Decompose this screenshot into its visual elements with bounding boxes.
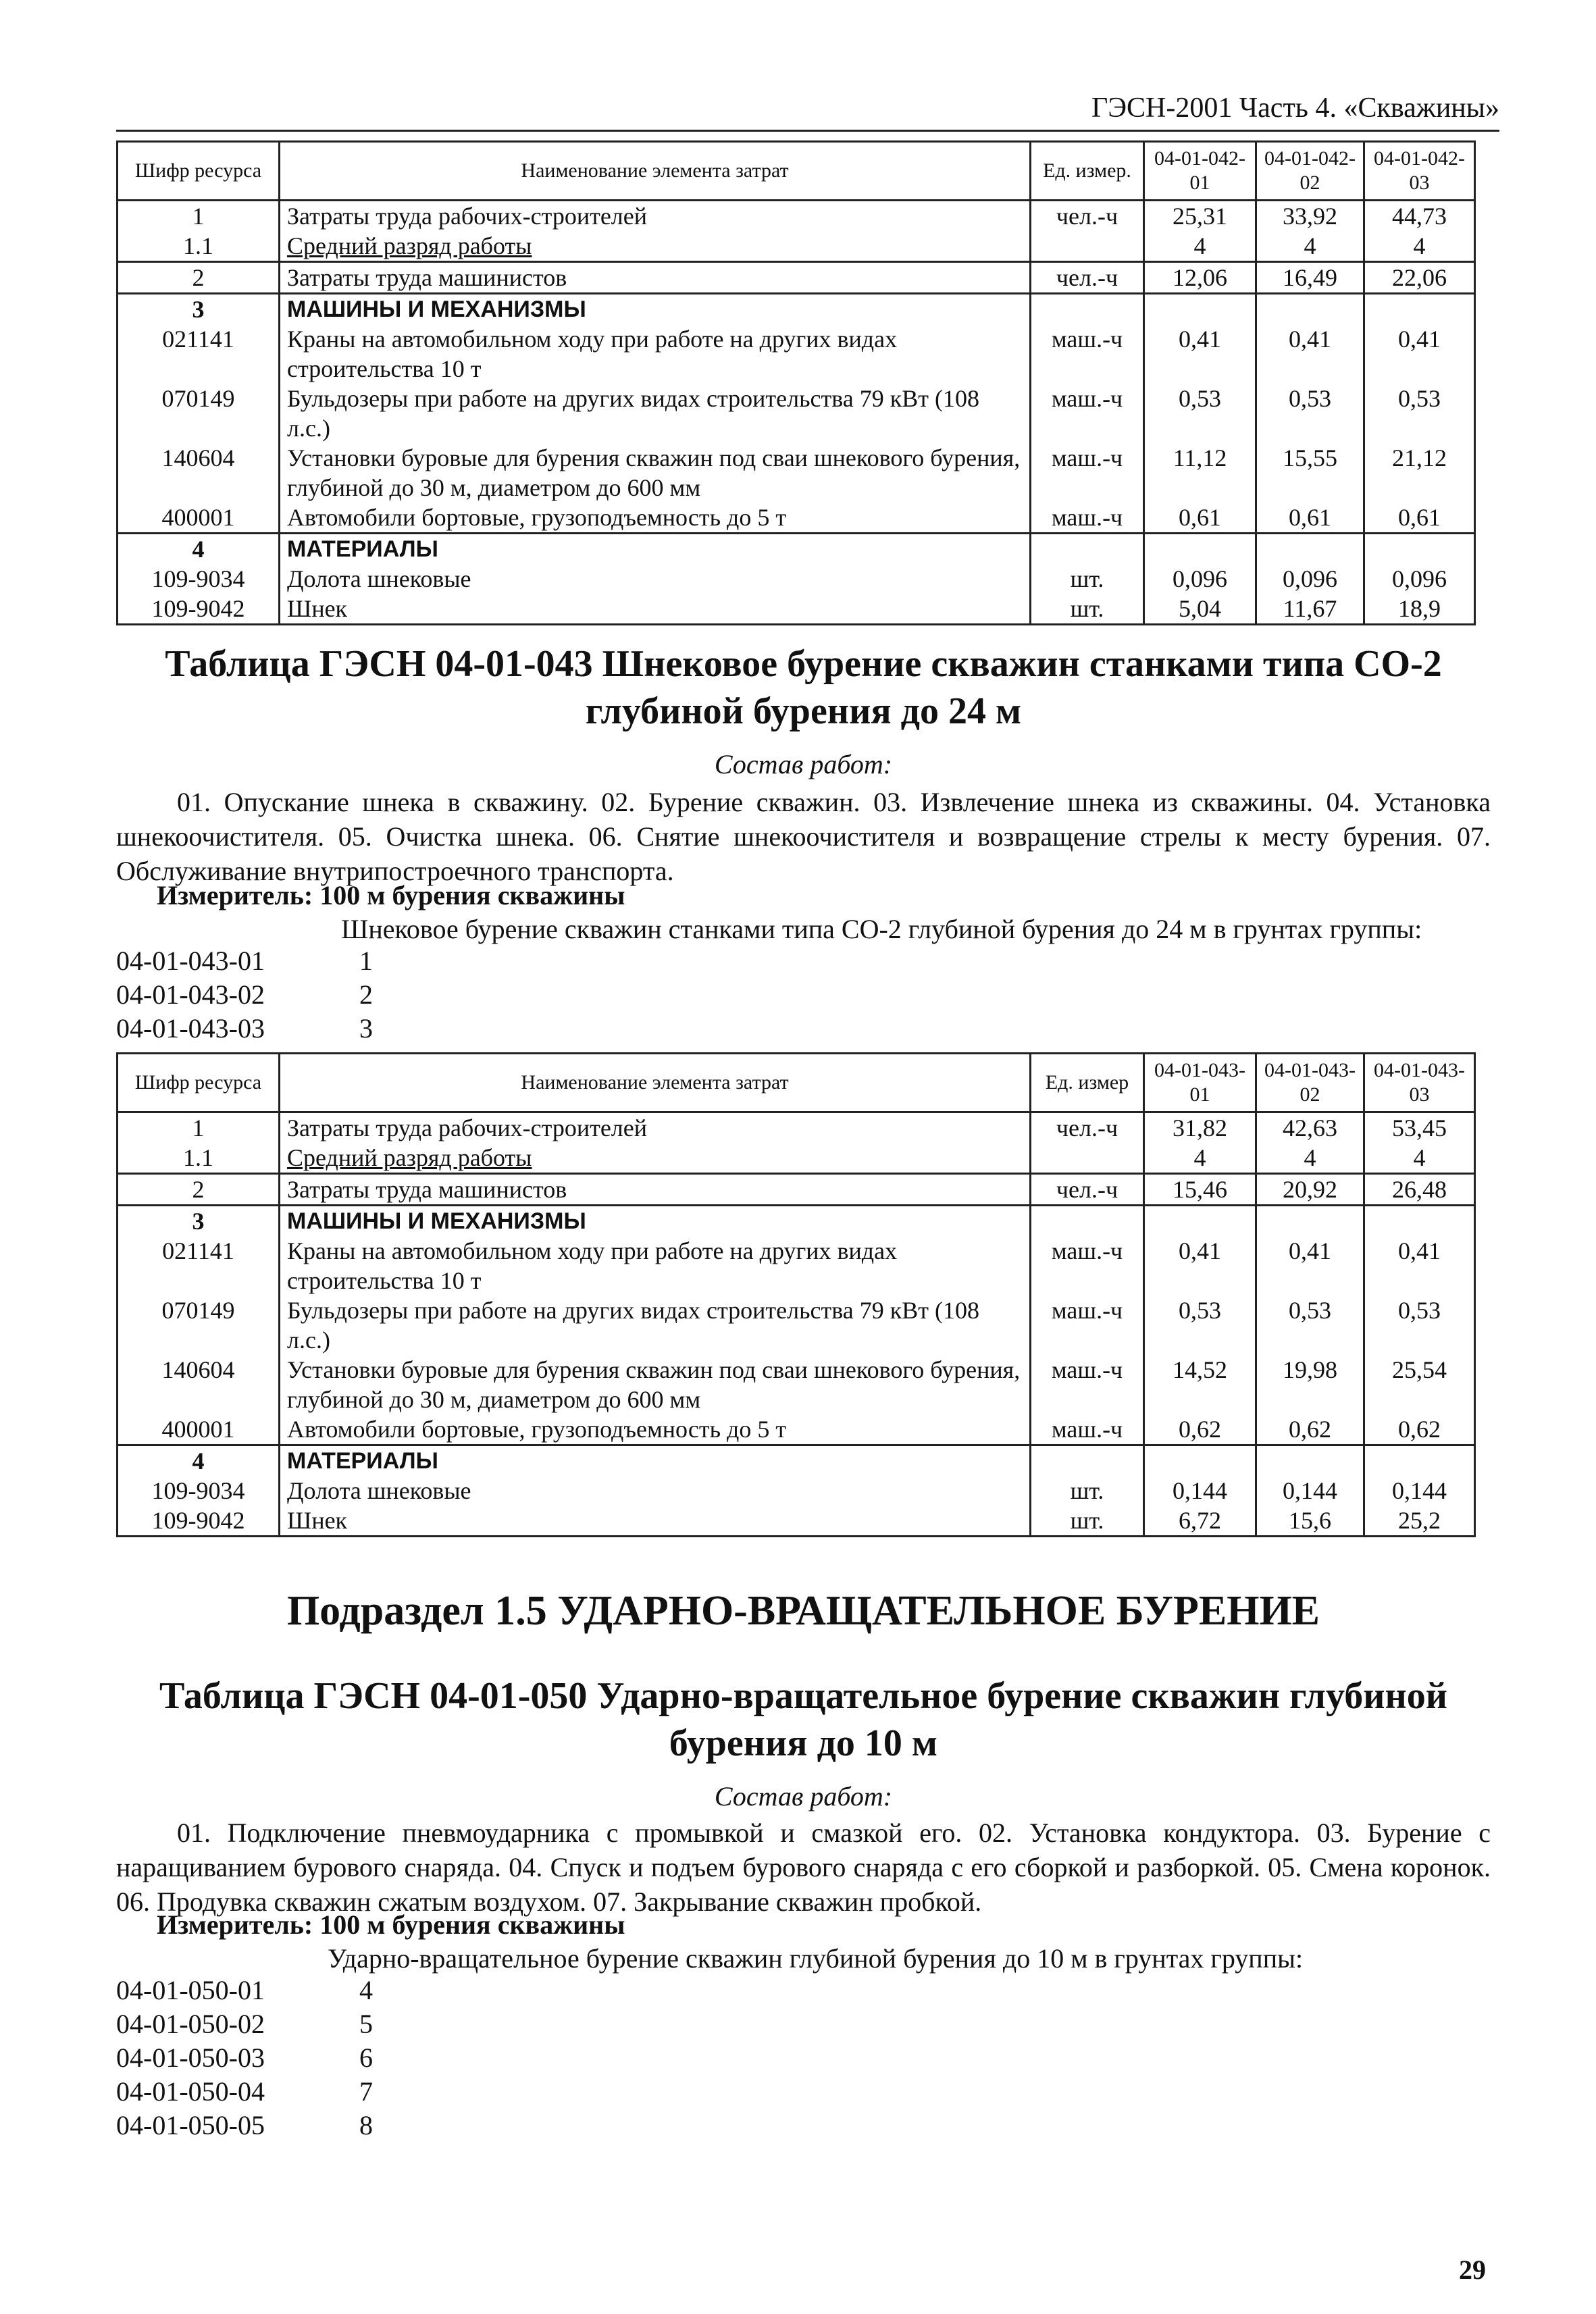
- unit: маш.-ч: [1031, 1414, 1144, 1445]
- section-code: 4: [118, 1445, 280, 1476]
- col-header-variant-2: 04-01-043-02: [1256, 1054, 1364, 1112]
- value-1: 4: [1144, 231, 1256, 262]
- unit: [1031, 1143, 1144, 1174]
- value-1: 31,82: [1144, 1112, 1256, 1143]
- soil-group: 7: [359, 2076, 373, 2107]
- value-2: 33,92: [1256, 201, 1364, 232]
- section-name: МАТЕРИАЛЫ: [280, 1445, 1031, 1476]
- cost-item-name: Долота шнековые: [280, 1476, 1031, 1506]
- resource-code: 109-9034: [118, 1476, 280, 1506]
- list-item: [116, 2075, 373, 2109]
- value-3: 0,144: [1364, 1476, 1475, 1506]
- resource-code: 109-9042: [118, 1506, 280, 1537]
- value-1: 4: [1144, 1143, 1256, 1174]
- unit: чел.-ч: [1031, 262, 1144, 294]
- table-row: [118, 201, 1475, 232]
- value-3: 22,06: [1364, 262, 1475, 294]
- unit: шт.: [1031, 1476, 1144, 1506]
- cost-item-name: Средний разряд работы: [280, 231, 1031, 262]
- value-2: 4: [1256, 231, 1364, 262]
- value-3: 0,53: [1364, 384, 1475, 443]
- value-2: 0,096: [1256, 564, 1364, 594]
- table-row: [118, 1506, 1475, 1537]
- value-2: 0,41: [1256, 324, 1364, 384]
- value-1: 0,144: [1144, 1476, 1256, 1506]
- resource-code: 109-9042: [118, 594, 280, 625]
- value-1: 15,46: [1144, 1174, 1256, 1206]
- value-1: 6,72: [1144, 1506, 1256, 1537]
- page-number: 29: [1459, 2255, 1486, 2285]
- variant-code: 04-01-050-01: [116, 1975, 265, 2005]
- col-header-name: Наименование элемента затрат: [280, 142, 1031, 201]
- value-3: 44,73: [1364, 201, 1475, 232]
- section-name: МАТЕРИАЛЫ: [280, 534, 1031, 565]
- value-3: 26,48: [1364, 1174, 1475, 1206]
- variant-code: 04-01-043-01: [116, 946, 265, 976]
- measure-unit: Измеритель: 100 м бурения скважины: [157, 880, 625, 910]
- resource-code: 070149: [118, 1295, 280, 1355]
- variant-description: Ударно-вращательное бурение скважин глубиной бурения до 10 м в грунтах группы:: [328, 1943, 1304, 1974]
- value-2: 15,6: [1256, 1506, 1364, 1537]
- cost-item-name: Бульдозеры при работе на других видах строительства 79 кВт (108 л.с.): [280, 1295, 1031, 1355]
- cost-table-042: [116, 140, 1476, 625]
- section-name: МАШИНЫ И МЕХАНИЗМЫ: [280, 1206, 1031, 1237]
- unit: чел.-ч: [1031, 1112, 1144, 1143]
- value-1: 11,12: [1144, 443, 1256, 503]
- resource-code: 1.1: [118, 231, 280, 262]
- table-title-043: Таблица ГЭСН 04-01-043 Шнековое бурение скважин станками типа СО-2 глубиной бурения до 24 м: [165, 643, 1442, 732]
- variant-code: 04-01-043-03: [116, 1013, 265, 1044]
- value-2: 16,49: [1256, 262, 1364, 294]
- measure-unit: Измеритель: 100 м бурения скважины: [157, 1909, 625, 1940]
- variant-code: 04-01-050-05: [116, 2110, 265, 2140]
- value-2: 19,98: [1256, 1355, 1364, 1414]
- resource-code: 140604: [118, 443, 280, 503]
- value-2: 11,67: [1256, 594, 1364, 625]
- variant-code-list: [116, 1974, 373, 2142]
- cost-item-name: Автомобили бортовые, грузоподъемность до 5 т: [280, 503, 1031, 534]
- composition-heading: Состав работ:: [714, 1781, 893, 1811]
- value-3: 0,53: [1364, 1295, 1475, 1355]
- table-row: [118, 1476, 1475, 1506]
- unit: шт.: [1031, 594, 1144, 625]
- subsection-title: Подраздел 1.5 УДАРНО-ВРАЩАТЕЛЬНОЕ БУРЕНИЕ: [286, 1588, 1320, 1634]
- resource-code: 1: [118, 201, 280, 232]
- resource-code: 070149: [118, 384, 280, 443]
- value-1: 0,61: [1144, 503, 1256, 534]
- unit: маш.-ч: [1031, 324, 1144, 384]
- col-header-variant-3: 04-01-043-03: [1364, 1054, 1475, 1112]
- col-header-variant-1: 04-01-042-01: [1144, 142, 1256, 201]
- running-header: ГЭСН-2001 Часть 4. «Скважины»: [116, 92, 1499, 132]
- unit: маш.-ч: [1031, 1236, 1144, 1295]
- resource-code: 2: [118, 262, 280, 294]
- cost-item-name: Затраты труда рабочих-строителей: [280, 201, 1031, 232]
- resource-code: 2: [118, 1174, 280, 1206]
- value-2: 15,55: [1256, 443, 1364, 503]
- cost-item-name: Затраты труда машинистов: [280, 262, 1031, 294]
- cost-item-name: Краны на автомобильном ходу при работе на других видах строительства 10 т: [280, 1236, 1031, 1295]
- resource-code: 1.1: [118, 1143, 280, 1174]
- table-row: [118, 503, 1475, 534]
- cost-item-name: Краны на автомобильном ходу при работе на других видах строительства 10 т: [280, 324, 1031, 384]
- table-row: [118, 1355, 1475, 1414]
- unit: маш.-ч: [1031, 1295, 1144, 1355]
- section-code: 3: [118, 294, 280, 325]
- cost-item-name: Бульдозеры при работе на других видах строительства 79 кВт (108 л.с.): [280, 384, 1031, 443]
- value-3: 0,41: [1364, 1236, 1475, 1295]
- list-item: [116, 2109, 373, 2142]
- section-name: МАШИНЫ И МЕХАНИЗМЫ: [280, 294, 1031, 325]
- col-header-variant-1: 04-01-043-01: [1144, 1054, 1256, 1112]
- soil-group: 6: [359, 2042, 373, 2073]
- value-3: 0,096: [1364, 564, 1475, 594]
- value-3: 25,2: [1364, 1506, 1475, 1537]
- value-2: 0,61: [1256, 503, 1364, 534]
- value-1: 0,53: [1144, 384, 1256, 443]
- section-row: [118, 534, 1475, 565]
- table-row: [118, 1143, 1475, 1174]
- value-1: 0,41: [1144, 1236, 1256, 1295]
- resource-code: 400001: [118, 1414, 280, 1445]
- value-2: 0,62: [1256, 1414, 1364, 1445]
- unit: [1031, 231, 1144, 262]
- table-row: [118, 1112, 1475, 1143]
- col-header-code: Шифр ресурса: [118, 1054, 280, 1112]
- variant-code: 04-01-050-03: [116, 2042, 265, 2073]
- unit: шт.: [1031, 1506, 1144, 1537]
- cost-item-name: Шнек: [280, 1506, 1031, 1537]
- resource-code: 1: [118, 1112, 280, 1143]
- table-row: [118, 262, 1475, 294]
- table-row: [118, 384, 1475, 443]
- cost-item-name: Установки буровые для бурения скважин под сваи шнекового бурения, глубиной до 30 м, диаметром до 600 мм: [280, 1355, 1031, 1414]
- soil-group: 2: [359, 979, 373, 1010]
- table-row: [118, 1414, 1475, 1445]
- variant-code-list: [116, 944, 373, 1046]
- resource-code: 021141: [118, 1236, 280, 1295]
- value-3: 0,61: [1364, 503, 1475, 534]
- col-header-unit: Ед. измер: [1031, 1054, 1144, 1112]
- value-3: 53,45: [1364, 1112, 1475, 1143]
- value-1: 0,41: [1144, 324, 1256, 384]
- table-row: [118, 564, 1475, 594]
- soil-group: 4: [359, 1975, 373, 2005]
- table-title-050: Таблица ГЭСН 04-01-050 Ударно-вращательное бурение скважин глубиной бурения до 10 м: [159, 1675, 1448, 1764]
- unit: маш.-ч: [1031, 1355, 1144, 1414]
- section-row: [118, 294, 1475, 325]
- cost-item-name: Затраты труда рабочих-строителей: [280, 1112, 1031, 1143]
- section-code: 4: [118, 534, 280, 565]
- resource-code: 109-9034: [118, 564, 280, 594]
- unit: маш.-ч: [1031, 443, 1144, 503]
- value-1: 14,52: [1144, 1355, 1256, 1414]
- cost-item-name: Шнек: [280, 594, 1031, 625]
- value-1: 25,31: [1144, 201, 1256, 232]
- soil-group: 3: [359, 1013, 373, 1044]
- cost-item-name: Средний разряд работы: [280, 1143, 1031, 1174]
- soil-group: 8: [359, 2110, 373, 2140]
- cost-table-043: [116, 1052, 1476, 1537]
- value-2: 4: [1256, 1143, 1364, 1174]
- variant-description: Шнековое бурение скважин станками типа СО-2 глубиной бурения до 24 м в грунтах группы:: [341, 914, 1422, 944]
- table-row: [118, 594, 1475, 625]
- composition-text: 01. Опускание шнека в скважину. 02. Бурение скважин. 03. Извлечение шнека из скважины. 04. Установка шнекоочистителя. 05. Очистка шнека. 06. Снятие шнекоочистителя и возвращение стрелы к месту бурения. 07. Обслуживание внутрипостроечного транспорта.: [116, 787, 1491, 886]
- value-1: 0,53: [1144, 1295, 1256, 1355]
- col-header-variant-3: 04-01-042-03: [1364, 142, 1475, 201]
- resource-code: 140604: [118, 1355, 280, 1414]
- table-row: [118, 1174, 1475, 1206]
- list-item: [116, 978, 373, 1012]
- value-3: 4: [1364, 1143, 1475, 1174]
- unit: шт.: [1031, 564, 1144, 594]
- value-2: 0,53: [1256, 384, 1364, 443]
- value-3: 25,54: [1364, 1355, 1475, 1414]
- unit: чел.-ч: [1031, 1174, 1144, 1206]
- value-2: 42,63: [1256, 1112, 1364, 1143]
- composition-heading: Состав работ:: [714, 749, 893, 779]
- list-item: [116, 2041, 373, 2075]
- value-2: 0,41: [1256, 1236, 1364, 1295]
- table-header-row: [118, 1054, 1475, 1112]
- value-1: 5,04: [1144, 594, 1256, 625]
- cost-item-name: Установки буровые для бурения скважин под сваи шнекового бурения, глубиной до 30 м, диаметром до 600 мм: [280, 443, 1031, 503]
- section-row: [118, 1206, 1475, 1237]
- resource-code: 021141: [118, 324, 280, 384]
- table-row: [118, 231, 1475, 262]
- value-3: 21,12: [1364, 443, 1475, 503]
- value-1: 0,096: [1144, 564, 1256, 594]
- value-3: 0,62: [1364, 1414, 1475, 1445]
- cost-item-name: Затраты труда машинистов: [280, 1174, 1031, 1206]
- table-row: [118, 324, 1475, 384]
- value-3: 18,9: [1364, 594, 1475, 625]
- value-3: 0,41: [1364, 324, 1475, 384]
- table-row: [118, 443, 1475, 503]
- table-row: [118, 1295, 1475, 1355]
- cost-item-name: Автомобили бортовые, грузоподъемность до 5 т: [280, 1414, 1031, 1445]
- variant-code: 04-01-043-02: [116, 979, 265, 1010]
- unit: маш.-ч: [1031, 503, 1144, 534]
- list-item: [116, 2007, 373, 2041]
- table-row: [118, 1236, 1475, 1295]
- value-1: 12,06: [1144, 262, 1256, 294]
- value-2: 0,53: [1256, 1295, 1364, 1355]
- soil-group: 5: [359, 2009, 373, 2039]
- resource-code: 400001: [118, 503, 280, 534]
- unit: чел.-ч: [1031, 201, 1144, 232]
- list-item: [116, 1974, 373, 2007]
- value-2: 0,144: [1256, 1476, 1364, 1506]
- section-row: [118, 1445, 1475, 1476]
- col-header-code: Шифр ресурса: [118, 142, 280, 201]
- composition-text: 01. Подключение пневмоударника с промывкой и смазкой его. 02. Установка кондуктора. 03. Бурение с наращиванием бурового снаряда. 04. Спуск и подъем бурового снаряда с его сборкой и разборкой. 05. Смена коронок. 06. Продувка скважин сжатым воздухом. 07. Закрывание скважин пробкой.: [116, 1818, 1491, 1917]
- value-2: 20,92: [1256, 1174, 1364, 1206]
- col-header-variant-2: 04-01-042-02: [1256, 142, 1364, 201]
- variant-code: 04-01-050-02: [116, 2009, 265, 2039]
- col-header-name: Наименование элемента затрат: [280, 1054, 1031, 1112]
- list-item: [116, 944, 373, 978]
- list-item: [116, 1012, 373, 1046]
- unit: маш.-ч: [1031, 384, 1144, 443]
- table-header-row: [118, 142, 1475, 201]
- cost-item-name: Долота шнековые: [280, 564, 1031, 594]
- value-1: 0,62: [1144, 1414, 1256, 1445]
- variant-code: 04-01-050-04: [116, 2076, 265, 2107]
- soil-group: 1: [359, 946, 373, 976]
- col-header-unit: Ед. измер.: [1031, 142, 1144, 201]
- value-3: 4: [1364, 231, 1475, 262]
- section-code: 3: [118, 1206, 280, 1237]
